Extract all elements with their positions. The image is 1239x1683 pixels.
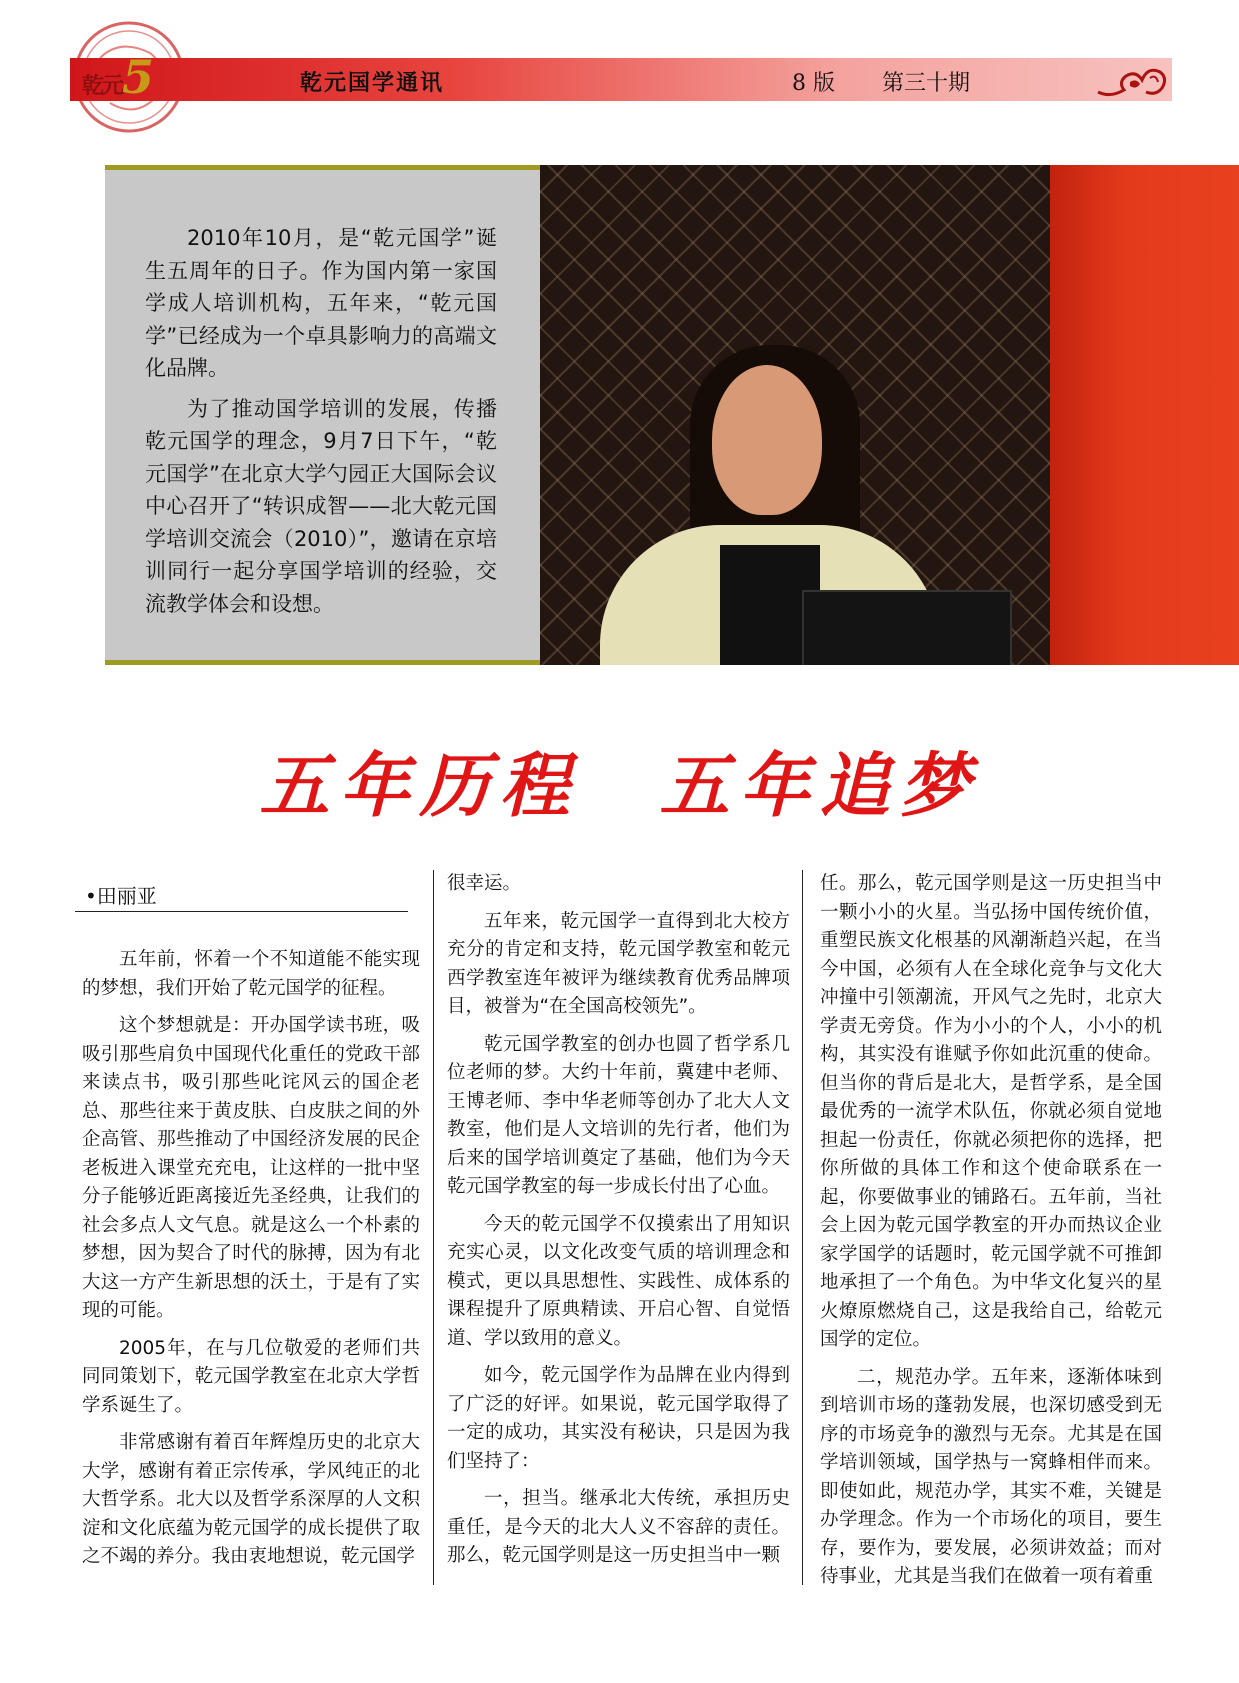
column-3 [820, 870, 1162, 1601]
body-paragraph: 非常感谢有着百年辉煌历史的北京大大学，感谢有着正宗传承，学风纯正的北大哲学系。北大以及哲学系深厚的人文积淀和文化底蕴为乾元国学的成长提供了取之不竭的养分。我由衷地想说，乾元国学 [82, 1432, 420, 1567]
article-title: 五年历程 五年追梦 [259, 744, 980, 827]
intro-text [145, 222, 497, 628]
body-paragraph: 很幸运。 [447, 873, 522, 894]
speaker-face [712, 365, 822, 515]
intro-paragraph: 为了推动国学培训的发展，传播乾元国学的理念，9月7日下午，“乾元国学”在北京大学勺园正大国际会议中心召开了“转识成智——北大乾元国学培训交流会（2010）”，邀请在京培训同行一起分享国学培训的经验，交流教学体会和设想。 [145, 396, 497, 616]
issue-label: 第三十期 [882, 71, 971, 96]
body-paragraph: 这个梦想就是：开办国学读书班，吸吸引那些肩负中国现代化重任的党政干部来读点书，吸引那些叱诧风云的国企老总、那些往来于黄皮肤、白皮肤之间的外企高管、那些推动了中国经济发展的民企老板进入课堂充充电，让这样的一批中坚分子能够近距离接近先圣经典，让我们的社会多点人文气息。就是这么一个朴素的梦想，因为契合了时代的脉搏，因为有北大这一方产生新思想的沃土，于是有了实现的可能。 [82, 1015, 420, 1321]
header-band [70, 58, 1172, 101]
body-paragraph: 乾元国学教室的创办也圆了哲学系几位老师的梦。大约十年前，冀建中老师、王博老师、李中华老师等创办了北大人文教室，他们是人文培训的先行者，他们为后来的国学培训奠定了基础，他们为今天乾元国学教室的每一步成长付出了心血。 [447, 1033, 790, 1197]
body-paragraph: 五年来，乾元国学一直得到北大校方充分的肯定和支持，乾元国学教室和乾元西学教室连年被评为继续教育优秀品牌项目，被誉为“在全国高校领先”。 [447, 910, 790, 1017]
column-1 [82, 946, 420, 1581]
column-2 [447, 870, 790, 1580]
body-paragraph: 今天的乾元国学不仅摸索出了用知识充实心灵，以文化改变气质的培训理念和模式，更以具思想性、实践性、成体系的课程提升了原典精读、开启心智、自觉悟道、学以致用的意义。 [447, 1213, 790, 1349]
column-divider [433, 870, 434, 1585]
body-paragraph: 如今，乾元国学作为品牌在业内得到了广泛的好评。如果说，乾元国学取得了一定的成功，其实没有秘诀，只是因为我们坚持了： [447, 1365, 790, 1472]
body-paragraph: 一，担当。继承北大传统，承担历史重任，是今天的北大人义不容辞的责任。那么，乾元国学则是这一历史担当中一颗 [447, 1488, 790, 1566]
body-paragraph: 五年前，怀着一个不知道能不能实现的梦想，我们开始了乾元国学的征程。 [82, 949, 420, 999]
column-divider [802, 870, 803, 1585]
speaker-photo [540, 165, 1239, 665]
publication-name: 乾元国学通讯 [300, 70, 445, 96]
body-paragraph: 二，规范办学。五年来，逐渐体味到到培训市场的蓬勃发展，也深切感受到无序的市场竞争的激烈与无奈。尤其是在国学培训领域，国学热与一窝蜂相伴而来。即使如此，规范办学，其实不难，关键是办学理念。作为一个市场化的项目，要生存，要作为，要发展，必须讲效益；而对待事业，尤其是当我们在做着一项有着重 [820, 1366, 1162, 1587]
byline-rule [75, 911, 408, 912]
byline: •田丽亚 [85, 884, 157, 908]
edition-label: 8 版 [792, 71, 835, 96]
body-paragraph: 任。那么，乾元国学则是这一历史担当中一颗小小的火星。当弘扬中国传统价值，重塑民族文化根基的风潮渐趋兴起，在当今中国，必须有人在全球化竞争与文化大冲撞中引领潮流，开风气之先时，北京大学责无旁贷。作为小小的个人，小小的机构，其实没有谁赋予你如此沉重的使命。但当你的背后是北大，是哲学系，是全国最优秀的一流学术队伍，你就必须自觉地担起一份责任，你就必须把你的选择，把你所做的具体工作和这个使命联系在一起，你要做事业的铺路石。五年前，当社会上因为乾元国学教室的开办而热议企业家学国学的话题时，乾元国学就不可推卸地承担了一个角色。为中华文化复兴的星火燎原燃烧自己，这是我给自己，给乾元国学的定位。 [820, 873, 1162, 1350]
intro-paragraph: 2010年10月，是“乾元国学”诞生五周年的日子。作为国内第一家国学成人培训机构，五年来，“乾元国学”已经成为一个卓具影响力的高端文化品牌。 [145, 226, 497, 380]
red-wall [1050, 165, 1239, 665]
laptop [802, 590, 1012, 665]
seal-text: 乾元5 [82, 50, 153, 104]
cloud-ornament-icon [1090, 52, 1170, 106]
body-paragraph: 2005年，在与几位敬爱的老师们共同同策划下，乾元国学教室在北京大学哲学系诞生了。 [82, 1337, 420, 1416]
